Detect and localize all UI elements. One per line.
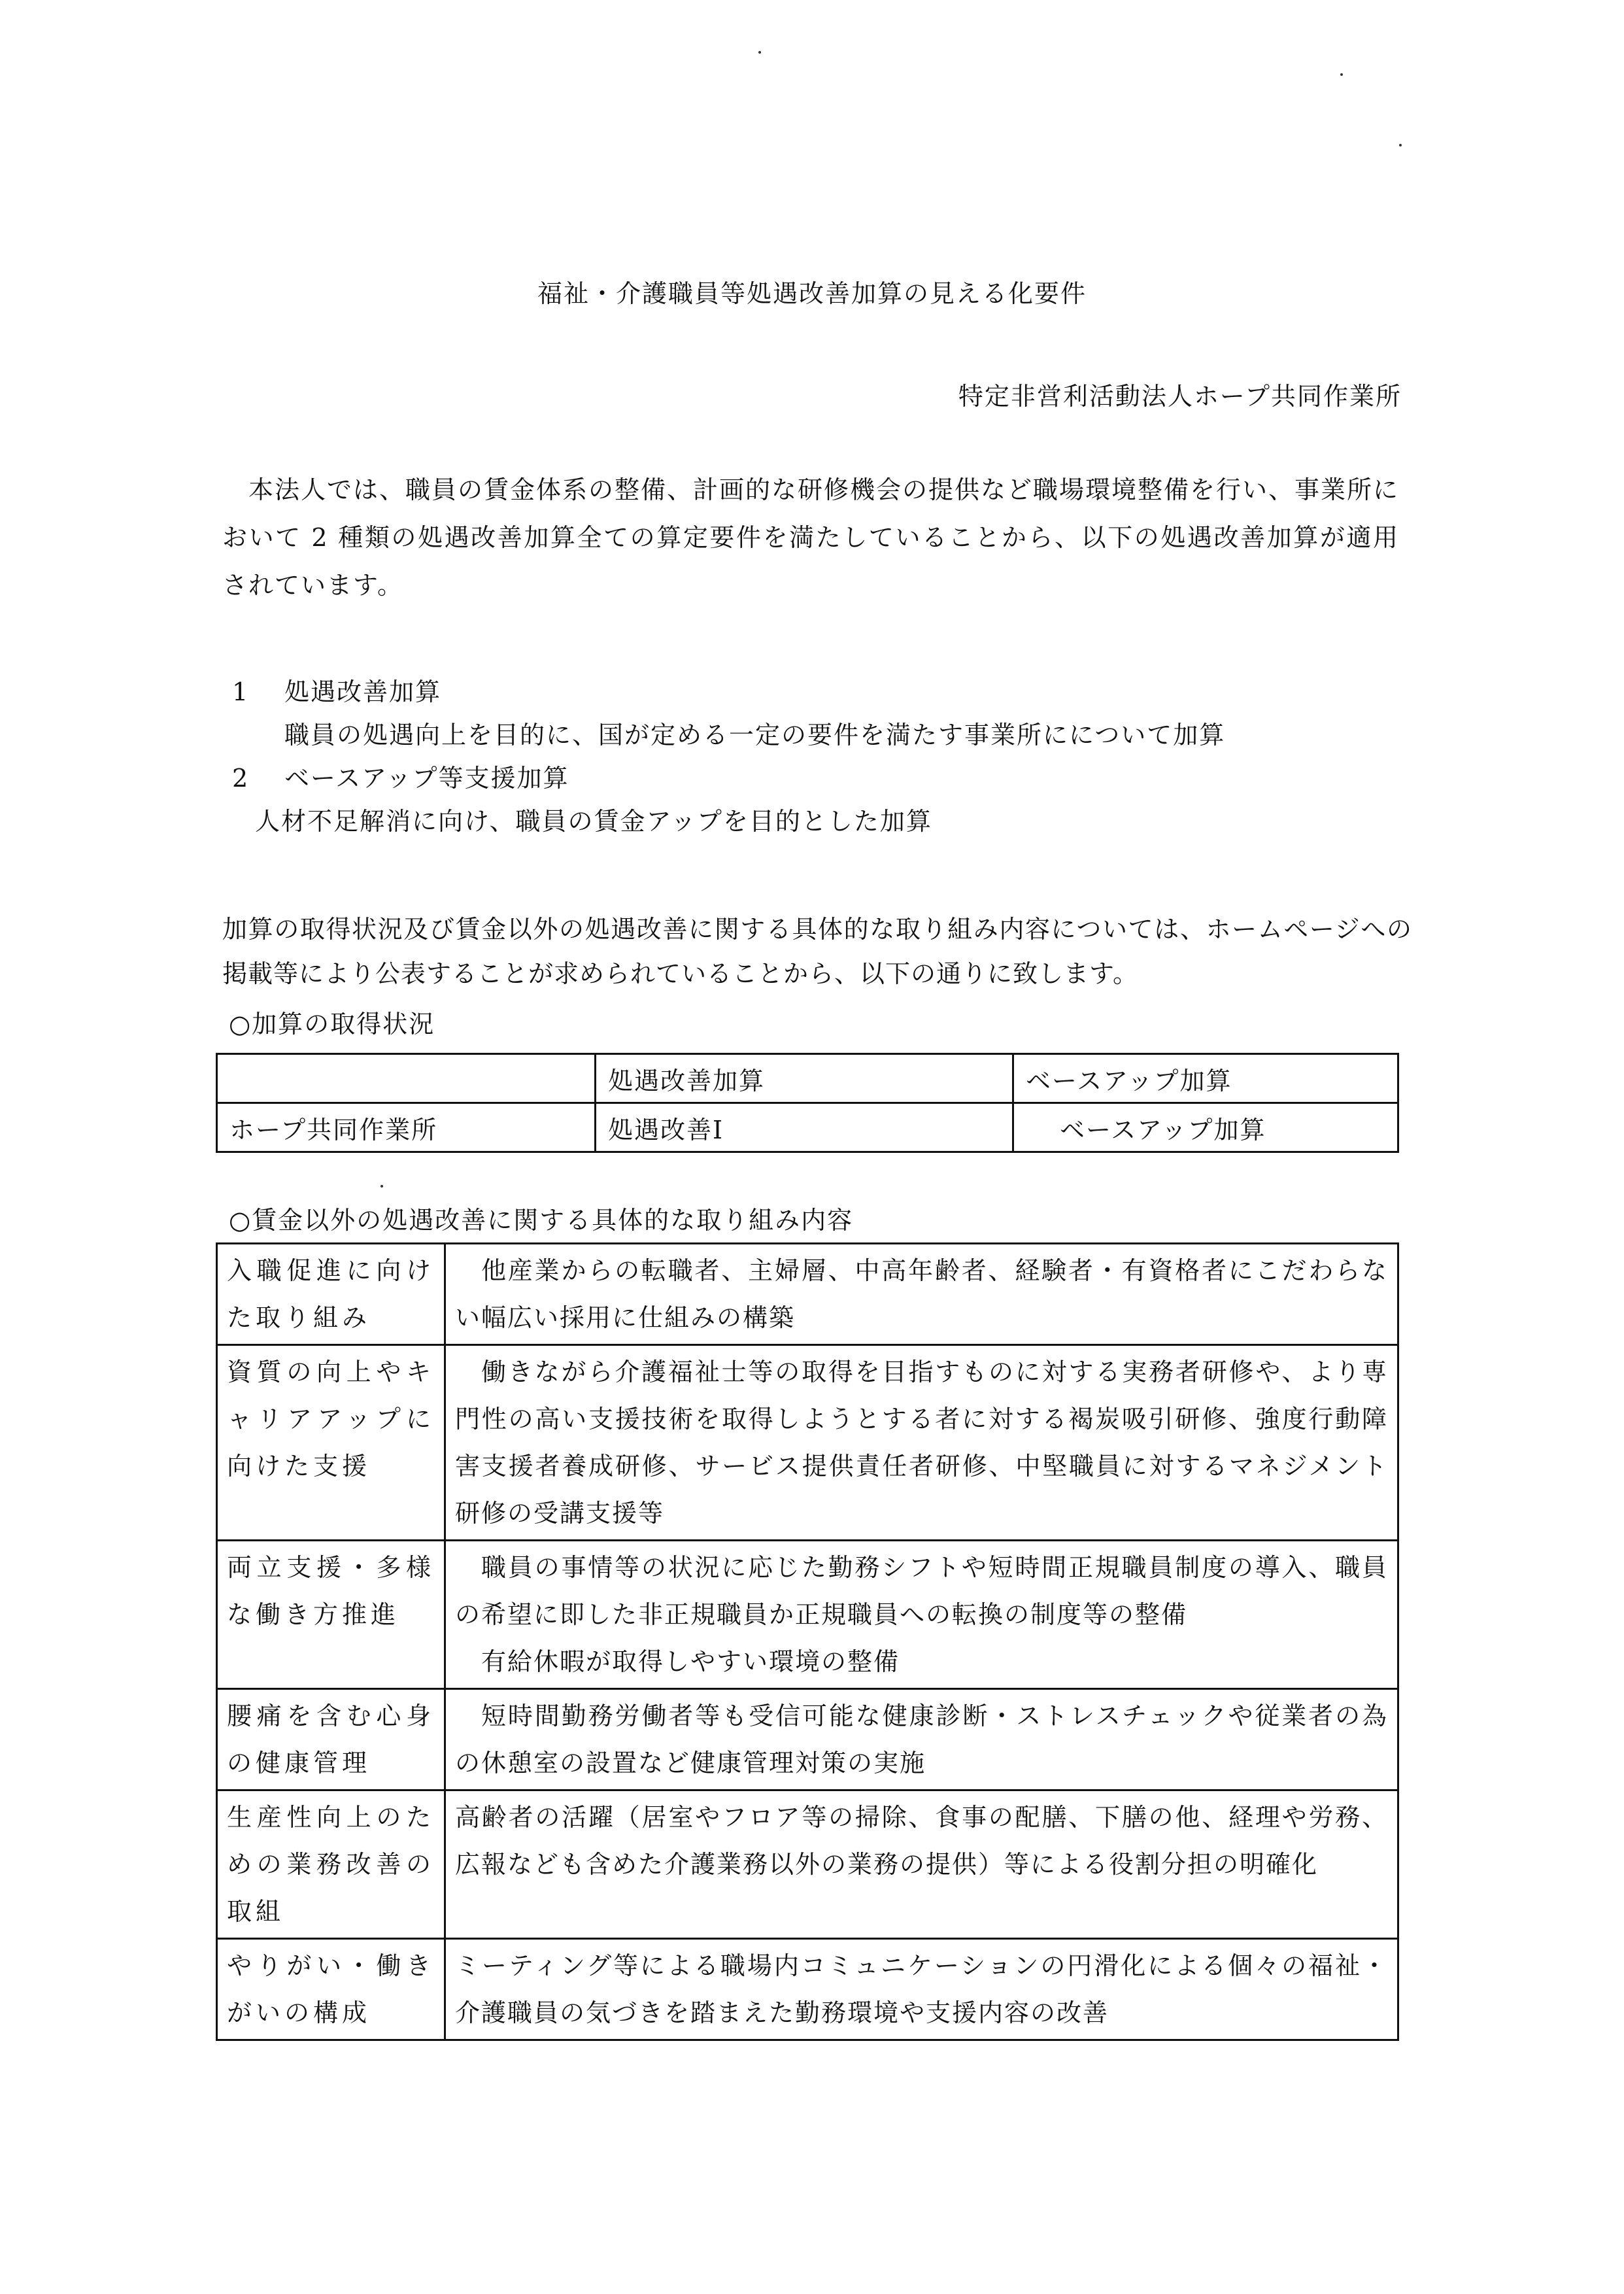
scan-speck — [758, 51, 761, 54]
table-cell: ホープ共同作業所 — [217, 1103, 596, 1152]
table-row — [217, 1939, 1398, 2040]
measures-caption: ○賃金以外の処遇改善に関する具体的な取り組み内容 — [229, 1206, 854, 1235]
table-row — [217, 1790, 1398, 1939]
section-number: 2 — [232, 764, 250, 793]
measures-table — [216, 1242, 1399, 2041]
measure-label: 両立支援・多様な働き方推進 — [217, 1541, 445, 1689]
status-table — [216, 1053, 1399, 1153]
section-description: 人材不足解消に向け、職員の賃金アップを目的とした加算 — [255, 807, 932, 836]
measure-content: 高齢者の活躍（居室やフロア等の掃除、食事の配膳、下膳の他、経理や労務、広報なども含めた介護業務以外の業務の提供）等による役割分担の明確化 — [445, 1790, 1398, 1939]
document-title: 福祉・介護職員等処遇改善加算の見える化要件 — [537, 279, 1087, 308]
table-row — [217, 1541, 1398, 1689]
table-row — [217, 1689, 1398, 1790]
table-cell: 処遇改善Ⅰ — [596, 1103, 1013, 1152]
measure-label: 生産性向上のための業務改善の取組 — [217, 1790, 445, 1939]
intro-paragraph: 本法人では、職員の賃金体系の整備、計画的な研修機会の提供など職場環境整備を行い、事業所において 2 種類の処遇改善加算全ての算定要件を満たしていることから、以下の処遇改善加算が適用されています。 — [222, 475, 1400, 600]
measure-content: 他産業からの転職者、主婦層、中高年齢者、経験者・有資格者にこだわらない幅広い採用に仕組みの構築 — [445, 1244, 1398, 1345]
measure-label: 腰痛を含む心身の健康管理 — [217, 1689, 445, 1790]
measure-content: 職員の事情等の状況に応じた勤務シフトや短時間正規職員制度の導入、職員の希望に即した非正規職員か正規職員への転換の制度等の整備 — [455, 1553, 1388, 1629]
table-header-cell — [217, 1054, 596, 1103]
table-cell: ベースアップ加算 — [1013, 1103, 1398, 1152]
section-heading — [232, 670, 1225, 713]
measure-content-extra: 有給休暇が取得しやすい環境の整備 — [481, 1647, 900, 1676]
table-header-cell: 処遇改善加算 — [596, 1054, 1013, 1103]
scan-speck — [381, 1185, 383, 1188]
scan-speck — [1340, 73, 1343, 76]
measure-label: 資質の向上やキャリアアップに向けた支援 — [217, 1345, 445, 1541]
section-heading-text: 処遇改善加算 — [284, 677, 442, 706]
section-list — [232, 670, 1225, 843]
measure-label: やりがい・働きがいの構成 — [217, 1939, 445, 2040]
table-header-row — [217, 1054, 1398, 1103]
table-row — [217, 1244, 1398, 1345]
organization-name: 特定非営利活動法人ホープ共同作業所 — [958, 382, 1402, 411]
measure-content: ミーティング等による職場内コミュニケーションの円滑化による個々の福祉・介護職員の気づきを踏まえた勤務環境や支援内容の改善 — [445, 1939, 1398, 2040]
status-caption: ○加算の取得状況 — [229, 1010, 435, 1038]
section-heading-text: ベースアップ等支援加算 — [284, 764, 569, 793]
measure-label: 入職促進に向けた取り組み — [217, 1244, 445, 1345]
measure-content: 短時間勤務労働者等も受信可能な健康診断・ストレスチェックや従業者の為の休憩室の設置など健康管理対策の実施 — [445, 1689, 1398, 1790]
table-header-cell: ベースアップ加算 — [1013, 1054, 1398, 1103]
section-number: 1 — [232, 677, 250, 706]
section-description: 職員の処遇向上を目的に、国が定める一定の要件を満たす事業所にについて加算 — [284, 721, 1226, 749]
measure-content: 働きながら介護福祉士等の取得を目指すものに対する実務者研修や、より専門性の高い支援技術を取得しようとする者に対する褐炭吸引研修、強度行動障害支援者養成研修、サービス提供責任者研修、中堅職員に対するマネジメント研修の受講支援等 — [445, 1345, 1398, 1541]
scan-speck — [1399, 144, 1402, 146]
publication-paragraph: 加算の取得状況及び賃金以外の処遇改善に関する具体的な取り組み内容については、ホームページへの掲載等により公表することが求められていることから、以下の通りに致します。 — [222, 915, 1412, 988]
table-row — [217, 1345, 1398, 1541]
table-row — [217, 1103, 1398, 1152]
measure-content-cell — [445, 1541, 1398, 1689]
section-heading — [232, 757, 1225, 800]
